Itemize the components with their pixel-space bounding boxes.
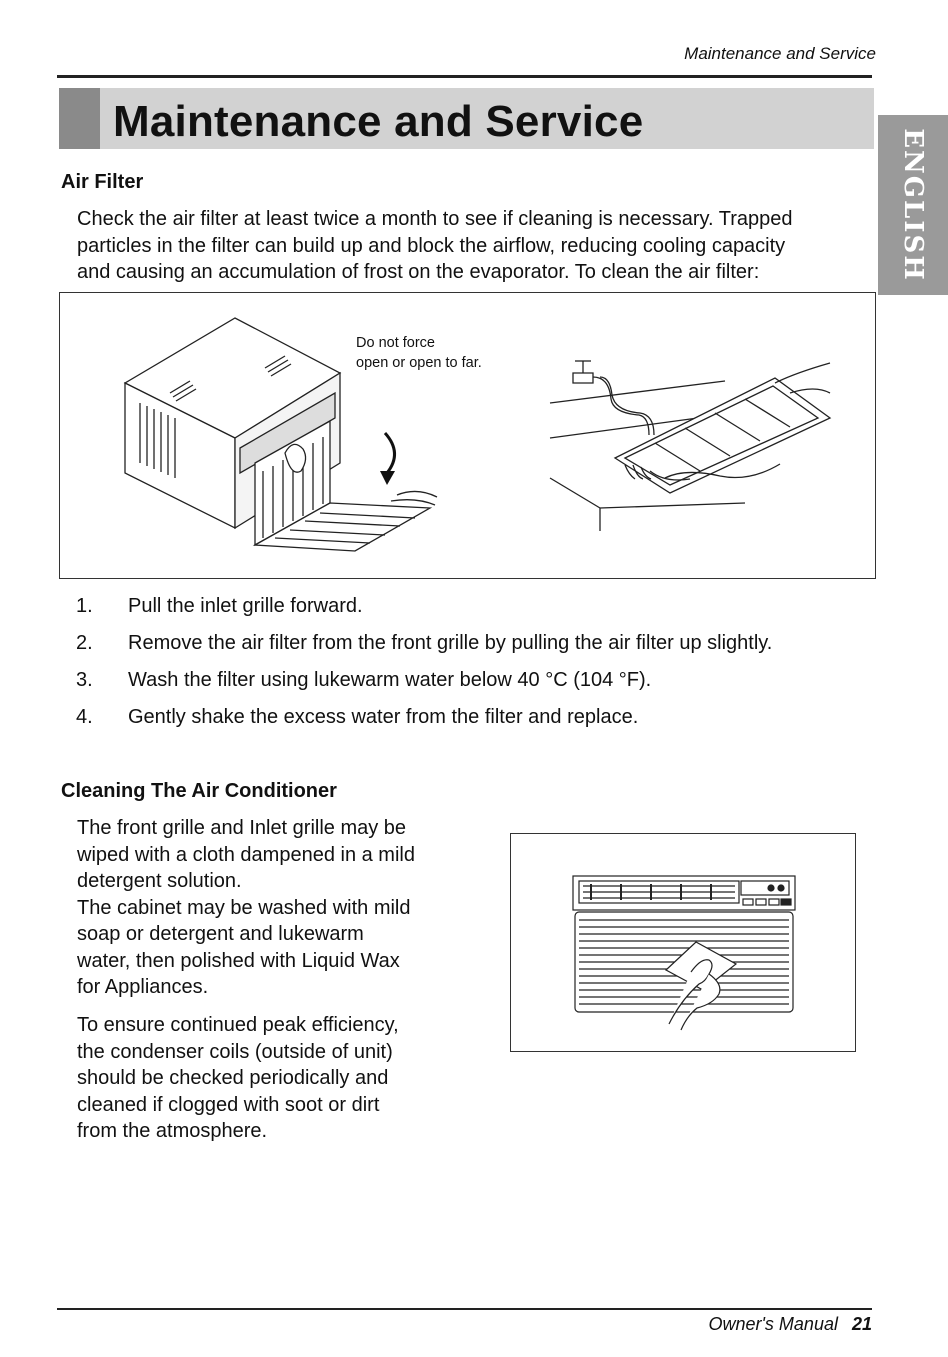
paragraph-line: from the atmosphere.	[77, 1120, 268, 1142]
running-header: Maintenance and Service	[684, 44, 876, 63]
step-item	[76, 667, 876, 704]
air-filter-intro	[77, 206, 877, 286]
title-accent-block	[59, 88, 100, 149]
paragraph-line: should be checked periodically and	[77, 1067, 389, 1089]
step-item	[76, 630, 876, 667]
note-line: Do not force	[356, 335, 435, 351]
cleaning-heading: Cleaning The Air Conditioner	[61, 780, 337, 802]
language-tab-label: ENGLISH	[898, 128, 928, 282]
header-rule	[57, 75, 872, 78]
paragraph-line: the condenser coils (outside of unit)	[77, 1040, 393, 1063]
title-bar	[59, 88, 874, 149]
step-number: 2.	[76, 632, 93, 654]
step-text: Gently shake the excess water from the filter and replace.	[128, 706, 639, 728]
air-filter-steps	[76, 593, 876, 741]
cleaning-paragraph-2	[77, 1012, 497, 1145]
paragraph-line: cleaned if clogged with soot or dirt	[77, 1093, 380, 1116]
step-number: 1.	[76, 595, 93, 617]
paragraph-line: wiped with a cloth dampened in a mild	[77, 843, 415, 866]
step-text: Remove the air filter from the front grille by pulling the air filter up slightly.	[128, 632, 773, 654]
paragraph-line: The front grille and Inlet grille may be	[77, 817, 407, 839]
page-title: Maintenance and Service	[113, 97, 644, 146]
paragraph-line: water, then polished with Liquid Wax	[77, 949, 400, 972]
intro-line: Check the air filter at least twice a month to see if cleaning is necessary. Trapped	[77, 208, 793, 230]
intro-line: particles in the filter can build up and block the airflow, reducing cooling capacity	[77, 234, 786, 257]
wiping-grille-illustration	[571, 872, 801, 1032]
cleaning-paragraph-1	[77, 815, 497, 1001]
step-text: Pull the inlet grille forward.	[128, 595, 363, 617]
step-item	[76, 704, 876, 741]
paragraph-line: The cabinet may be washed with mild	[77, 896, 411, 919]
intro-line: and causing an accumulation of frost on the evaporator. To clean the air filter:	[77, 261, 760, 283]
step-item	[76, 593, 876, 630]
figure-warning-note	[356, 333, 482, 373]
cleaning-figure	[510, 833, 856, 1052]
air-filter-heading: Air Filter	[61, 171, 144, 193]
footer-rule	[57, 1308, 872, 1310]
washing-filter-illustration	[545, 353, 845, 533]
paragraph-line: detergent solution.	[77, 870, 242, 892]
page-number: 21	[851, 1314, 872, 1334]
note-line: open or open to far.	[356, 355, 482, 371]
paragraph-line: soap or detergent and lukewarm	[77, 923, 364, 945]
footer-label: Owner's Manual	[708, 1314, 838, 1334]
step-number: 3.	[76, 669, 93, 691]
step-text: Wash the filter using lukewarm water below 40 °C (104 °F).	[128, 669, 652, 691]
paragraph-line: To ensure continued peak efficiency,	[77, 1014, 399, 1036]
page-footer	[708, 1314, 872, 1335]
air-filter-figure	[59, 292, 876, 579]
paragraph-line: for Appliances.	[77, 976, 209, 998]
language-tab	[878, 115, 948, 295]
step-number: 4.	[76, 706, 93, 728]
